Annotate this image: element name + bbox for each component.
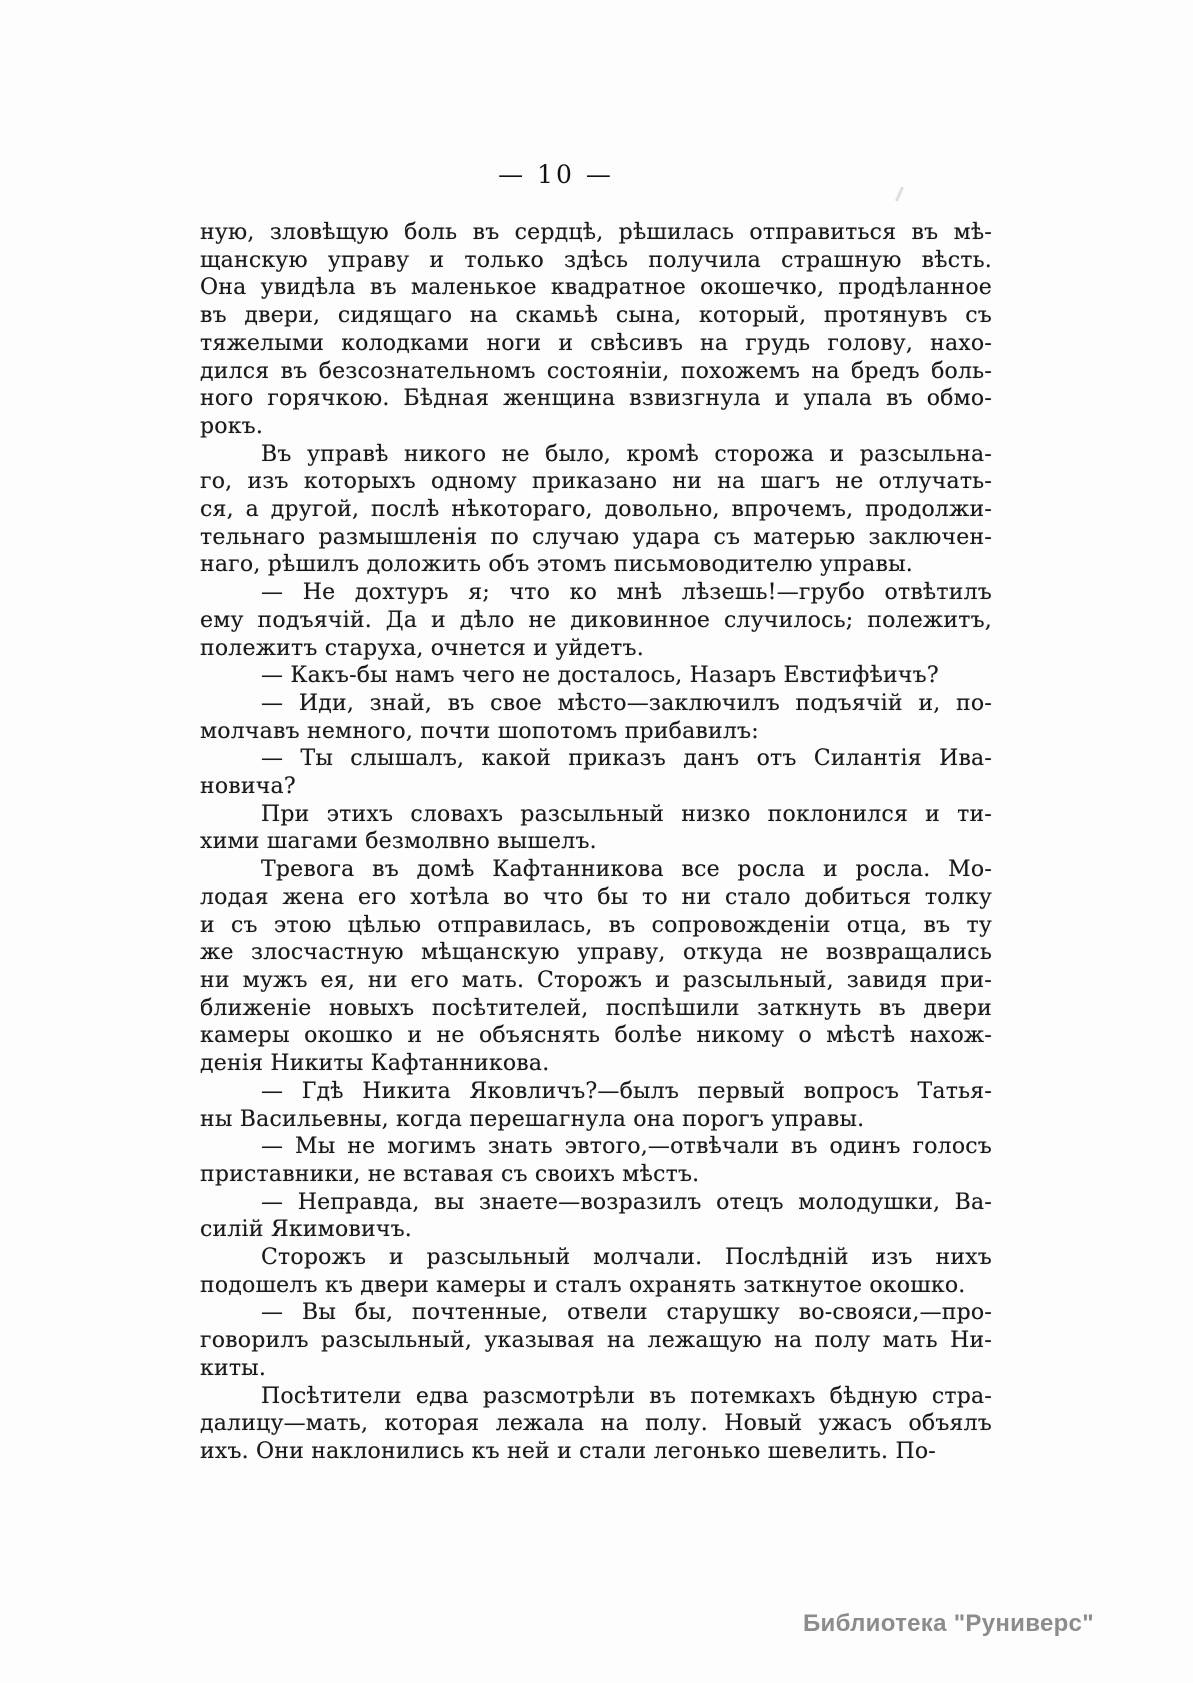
text-line: — Гдѣ Никита Яковличъ?—былъ первый вопросъ Татья- (261, 1078, 992, 1104)
text-line: ны Васильевны, когда перешагнула она порогъ управы. (200, 1106, 865, 1132)
text-line: Тревога въ домѣ Кафтанникова все росла и росла. Мо- (261, 857, 992, 883)
text-line: дился въ безсознательномъ состояніи, похожемъ на бредъ боль- (200, 358, 992, 384)
text-line: новича? (200, 774, 296, 800)
text-line: — Неправда, вы знаете—возразилъ отецъ молодушки, Ва- (261, 1189, 992, 1215)
text-line: приставники, не вставая съ своихъ мѣстъ. (200, 1161, 700, 1187)
text-line: же злосчастную мѣщанскую управу, откуда не возвращались (200, 940, 992, 966)
text-line: — Мы не могимъ знать эвтого,—отвѣчали въ одинъ голосъ (261, 1134, 992, 1160)
text-line: — Ты слышалъ, какой приказъ данъ отъ Силантія Ива- (261, 746, 992, 772)
text-line: въ двери, сидящаго на скамьѣ сына, который, протянувъ съ (200, 303, 992, 329)
text-line: ему подъячій. Да и дѣло не диковинное случилось; полежитъ, (200, 607, 992, 633)
text-line: денія Никиты Кафтанникова. (200, 1051, 550, 1077)
text-line: Въ управѣ никого не было, кромѣ сторожа и разсыльна- (261, 441, 992, 467)
text-line: киты. (200, 1355, 267, 1381)
text-line: ную, зловѣщую боль въ сердцѣ, рѣшилась отправиться въ мѣ- (200, 220, 992, 245)
text-line: — Не дохтуръ я; что ко мнѣ лѣзешь!—грубо отвѣтилъ (261, 580, 992, 606)
text-line: силій Якимовичъ. (200, 1217, 412, 1243)
page-number: — 10 — (498, 160, 614, 189)
text-line: камеры окошко и не объяснять болѣе никому о мѣстѣ нахож- (200, 1023, 992, 1049)
text-line: ихъ. Они наклонились къ ней и стали легонько шевелить. По- (200, 1438, 936, 1464)
text-line: — Иди, знай, въ свое мѣсто—заключилъ подъячій и, по- (261, 690, 992, 716)
text-line: Она увидѣла въ маленькое квадратное окошечко, продѣланное (200, 275, 992, 301)
text-line: ся, а другой, послѣ нѣкотораго, довольно, впрочемъ, продолжи- (200, 497, 992, 523)
text-line: полежитъ старуха, очнется и уйдетъ. (200, 635, 644, 661)
text-line: — Вы бы, почтенные, отвели старушку во-свояси,—про- (261, 1300, 992, 1326)
text-line: лодая жена его хотѣла во что бы то ни стало добиться толку (200, 884, 992, 910)
library-watermark: Библиотека "Руниверс" (803, 1610, 1094, 1637)
text-line: ни мужъ ея, ни его мать. Сторожъ и разсыльный, завидя при- (200, 967, 992, 993)
text-line: Сторожъ и разсыльный молчали. Послѣдній изъ нихъ (261, 1245, 992, 1271)
text-line: наго, рѣшилъ доложить объ этомъ письмоводителю управы. (200, 552, 913, 578)
text-line: подошелъ къ двери камеры и сталъ охранять заткнутое окошко. (200, 1272, 966, 1298)
text-line: При этихъ словахъ разсыльный низко поклонился и ти- (261, 801, 992, 827)
text-line: и съ этою цѣлью отправилась, въ сопровожденіи отца, въ ту (200, 912, 992, 938)
text-line: го, изъ которыхъ одному приказано ни на шагъ не отлучать- (200, 469, 992, 495)
text-line: Посѣтители едва разсмотрѣли въ потемкахъ бѣдную стра- (261, 1383, 992, 1409)
text-line: говорилъ разсыльный, указывая на лежащую на полу мать Ни- (200, 1328, 992, 1354)
text-line: тяжелыми колодками ноги и свѣсивъ на грудь голову, нахо- (200, 330, 992, 356)
text-line: молчавъ немного, почти шопотомъ прибавилъ: (200, 718, 759, 744)
text-line: — Какъ-бы намъ чего не досталось, Назаръ Евстифѣичъ? (261, 663, 939, 689)
text-line: щанскую управу и только здѣсь получила страшную вѣсть. (200, 247, 992, 273)
text-line: тельнаго размышленія по случаю удара съ матерью заключен- (200, 524, 992, 550)
text-line: рокъ. (200, 413, 264, 439)
text-line: хими шагами безмолвно вышелъ. (200, 829, 597, 855)
text-line: ного горячкою. Бѣдная женщина взвизгнула и упала въ обмо- (200, 386, 992, 412)
page-text (200, 219, 992, 1466)
text-line: ближеніе новыхъ посѣтителей, поспѣшили заткнуть въ двери (200, 995, 992, 1021)
text-line: далицу—мать, которая лежала на полу. Новый ужасъ объялъ (200, 1411, 992, 1437)
